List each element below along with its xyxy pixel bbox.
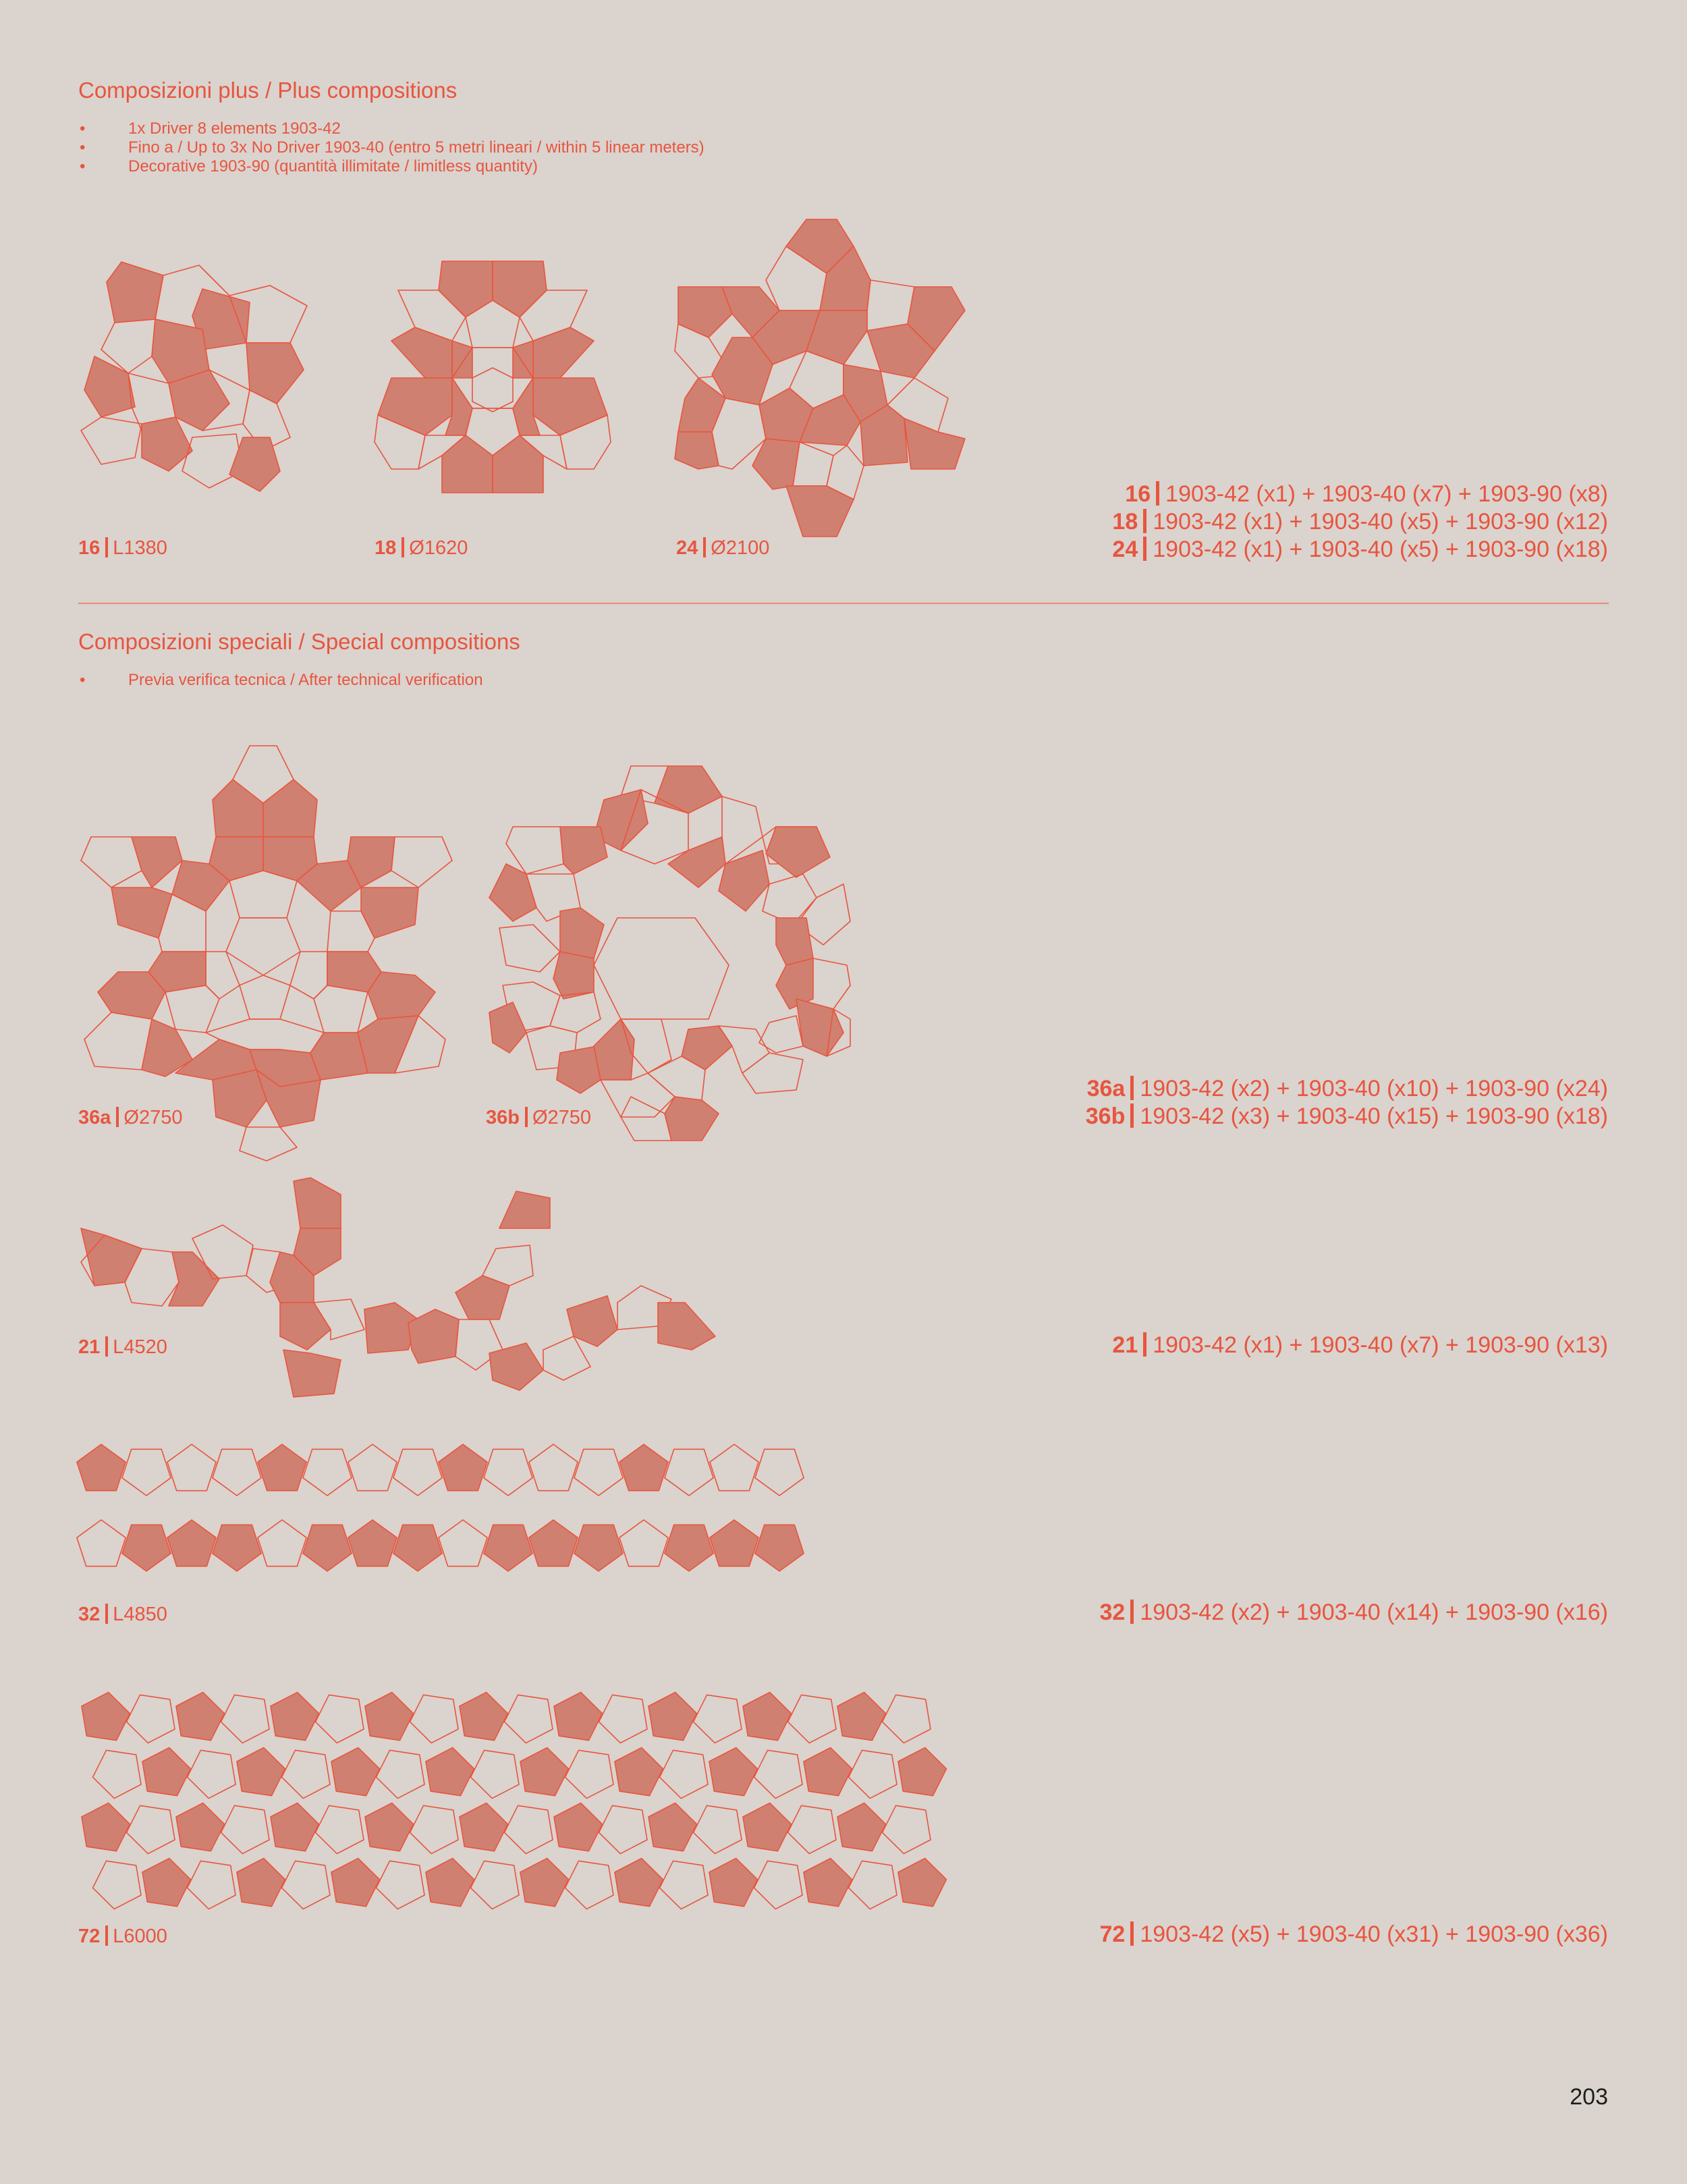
- formula-row: [1086, 1075, 1608, 1103]
- tile-filled: [709, 1747, 758, 1795]
- tile-outline: [619, 1520, 668, 1566]
- tile-filled: [554, 1803, 603, 1851]
- special-bullet-list: [78, 671, 483, 690]
- tile-filled: [426, 1747, 474, 1795]
- tile-outline: [122, 1449, 171, 1496]
- composition-21-diagram: [78, 1174, 725, 1397]
- tile-filled: [439, 1444, 487, 1491]
- formula-text: 1903-42 (x1) + 1903-40 (x7) + 1903-90 (x13): [1153, 1332, 1608, 1358]
- tile-outline: [127, 1695, 175, 1743]
- tile-filled: [648, 1692, 697, 1740]
- tile-filled: [331, 1747, 380, 1795]
- tile-outline: [127, 1805, 175, 1853]
- caption-size: Ø2100: [711, 537, 770, 559]
- tile-filled: [837, 1692, 886, 1740]
- formula-code: 32: [1099, 1600, 1126, 1625]
- composition-36b-caption: [486, 1107, 591, 1129]
- tile-filled: [804, 1858, 852, 1906]
- tile-filled: [348, 1520, 397, 1566]
- formula-text: 1903-42 (x3) + 1903-40 (x15) + 1903-90 (x18): [1140, 1103, 1608, 1129]
- tile-outline: [471, 1750, 520, 1798]
- tile-outline: [755, 1449, 804, 1496]
- tile-outline: [410, 1805, 459, 1853]
- tile-outline: [883, 1695, 931, 1743]
- plus-formula-list: [1112, 481, 1608, 564]
- tile-outline: [529, 1444, 578, 1491]
- tile-filled: [365, 1803, 414, 1851]
- composition-24-caption: [676, 537, 769, 559]
- formula-code: 21: [1112, 1332, 1138, 1358]
- tile-filled: [122, 1525, 171, 1571]
- formula-row: [1112, 508, 1608, 536]
- plus-bullet-list: [78, 119, 704, 176]
- special-72-formula: [1100, 1921, 1608, 1948]
- tile-outline: [282, 1861, 331, 1909]
- tile-outline: [788, 1695, 837, 1743]
- composition-24-diagram: [671, 216, 968, 540]
- separator: [1130, 1600, 1134, 1624]
- tile-outline: [849, 1750, 897, 1798]
- tile-filled: [393, 1525, 442, 1571]
- formula-code: 18: [1112, 509, 1138, 535]
- tile-outline: [484, 1449, 532, 1496]
- composition-36a-diagram: [78, 742, 455, 1161]
- separator: [703, 537, 706, 557]
- tile-filled: [167, 1520, 216, 1566]
- tile-filled: [142, 1858, 191, 1906]
- tile-filled: [484, 1525, 532, 1571]
- tile-filled: [837, 1803, 886, 1851]
- tile-filled: [426, 1858, 474, 1906]
- tile-filled: [213, 1525, 261, 1571]
- tile-filled: [804, 1747, 852, 1795]
- caption-code: 36b: [486, 1107, 520, 1128]
- caption-code: 36a: [78, 1107, 111, 1128]
- plus-bullet: • Fino a / Up to 3x No Driver 1903-40 (entro 5 metri lineari / within 5 linear meters): [78, 138, 704, 157]
- tile-outline: [660, 1750, 709, 1798]
- tile-outline: [213, 1449, 261, 1496]
- formula-text: 1903-42 (x1) + 1903-40 (x5) + 1903-90 (x12): [1153, 509, 1608, 535]
- tile-filled: [77, 1444, 126, 1491]
- formula-text: 1903-42 (x1) + 1903-40 (x5) + 1903-90 (x18): [1153, 537, 1608, 562]
- tile-filled: [755, 1525, 804, 1571]
- tile-filled: [615, 1747, 663, 1795]
- formula-text: 1903-42 (x1) + 1903-40 (x7) + 1903-90 (x8): [1165, 481, 1608, 507]
- separator: [1156, 481, 1159, 506]
- tile-outline: [565, 1750, 614, 1798]
- plus-bullet: • Decorative 1903-90 (quantità illimitate / limitless quantity): [78, 157, 704, 176]
- composition-32-caption: [78, 1604, 167, 1626]
- formula-text: 1903-42 (x2) + 1903-40 (x10) + 1903-90 (x24): [1140, 1076, 1608, 1101]
- caption-size: Ø1620: [409, 537, 468, 559]
- tile-outline: [282, 1750, 331, 1798]
- caption-code: 18: [375, 537, 397, 559]
- tile-filled: [619, 1444, 668, 1491]
- formula-row: [1112, 1332, 1608, 1359]
- tile-filled: [743, 1803, 792, 1851]
- caption-code: 24: [676, 537, 698, 559]
- tile-outline: [439, 1520, 487, 1566]
- tile-outline: [694, 1695, 742, 1743]
- tile-outline: [665, 1449, 713, 1496]
- tile-filled: [554, 1692, 603, 1740]
- formula-code: 16: [1125, 481, 1151, 507]
- tile-filled: [615, 1858, 663, 1906]
- tile-outline: [188, 1861, 236, 1909]
- formula-code: 72: [1099, 1921, 1126, 1947]
- tile-filled: [710, 1520, 758, 1566]
- caption-code: 72: [78, 1926, 101, 1947]
- caption-code: 32: [78, 1604, 101, 1625]
- tile-outline: [221, 1695, 270, 1743]
- tile-outline: [599, 1805, 648, 1853]
- caption-size: L6000: [113, 1926, 167, 1947]
- separator: [1130, 1921, 1134, 1946]
- tile-outline: [188, 1750, 236, 1798]
- formula-row: [1100, 1599, 1608, 1627]
- composition-32-diagram: [78, 1444, 806, 1579]
- tile-filled: [520, 1858, 569, 1906]
- tile-filled: [237, 1858, 285, 1906]
- tile-outline: [849, 1861, 897, 1909]
- section-divider: [78, 603, 1609, 604]
- formula-text: 1903-42 (x5) + 1903-40 (x31) + 1903-90 (x36): [1140, 1921, 1608, 1947]
- tile-filled: [529, 1520, 578, 1566]
- tile-filled: [176, 1692, 225, 1740]
- caption-size: Ø2750: [532, 1107, 592, 1128]
- composition-16-caption: [78, 537, 167, 559]
- tile-filled: [82, 1803, 130, 1851]
- tile-outline: [694, 1805, 742, 1853]
- tile-filled: [460, 1803, 508, 1851]
- tile-outline: [93, 1750, 142, 1798]
- tile-filled: [709, 1858, 758, 1906]
- separator: [105, 1336, 108, 1357]
- formula-row: [1100, 1921, 1608, 1948]
- composition-36b-diagram: [486, 763, 850, 1141]
- tile-filled: [237, 1747, 285, 1795]
- separator: [116, 1107, 119, 1127]
- tile-outline: [599, 1695, 648, 1743]
- separator: [1143, 509, 1146, 533]
- tile-filled: [648, 1803, 697, 1851]
- plus-section-title: Composizioni plus / Plus compositions: [78, 78, 458, 103]
- special-section-title: Composizioni speciali / Special compositions: [78, 629, 520, 654]
- tile-outline: [377, 1750, 425, 1798]
- separator: [402, 537, 404, 557]
- tile-outline: [316, 1805, 364, 1853]
- tile-filled: [365, 1692, 414, 1740]
- tile-outline: [754, 1861, 803, 1909]
- tile-outline: [93, 1861, 142, 1909]
- tile-filled: [460, 1692, 508, 1740]
- separator: [105, 1926, 108, 1946]
- caption-code: 16: [78, 537, 101, 559]
- separator: [525, 1107, 528, 1127]
- separator: [1130, 1103, 1134, 1128]
- tile-filled: [898, 1858, 947, 1906]
- tile-outline: [410, 1695, 459, 1743]
- composition-36a-caption: [78, 1107, 182, 1129]
- tile-outline: [754, 1750, 803, 1798]
- tile-filled: [271, 1692, 319, 1740]
- special-bullet: • Previa verifica tecnica / After technical verification: [78, 671, 483, 690]
- composition-18-caption: [375, 537, 468, 559]
- tile-outline: [505, 1695, 553, 1743]
- caption-code: 21: [78, 1336, 101, 1358]
- tile-outline: [883, 1805, 931, 1853]
- separator: [105, 537, 108, 557]
- tile-filled: [271, 1803, 319, 1851]
- formula-row: [1086, 1103, 1608, 1130]
- separator: [1143, 1332, 1146, 1357]
- tile-filled: [303, 1525, 352, 1571]
- tile-filled: [898, 1747, 947, 1795]
- formula-code: 36b: [1085, 1103, 1126, 1129]
- special-32-formula: [1100, 1599, 1608, 1627]
- separator: [1143, 537, 1146, 561]
- composition-72-caption: [78, 1926, 167, 1948]
- special-36-formula-list: [1086, 1075, 1608, 1130]
- tile-outline: [788, 1805, 837, 1853]
- tile-filled: [176, 1803, 225, 1851]
- tile-outline: [660, 1861, 709, 1909]
- tile-filled: [82, 1692, 130, 1740]
- formula-row: [1112, 481, 1608, 508]
- formula-row: [1112, 536, 1608, 564]
- composition-18-diagram: [371, 260, 614, 496]
- composition-72-diagram: [78, 1687, 955, 1917]
- tile-outline: [574, 1449, 623, 1496]
- separator: [1130, 1076, 1134, 1100]
- caption-size: Ø2750: [123, 1107, 183, 1128]
- formula-text: 1903-42 (x2) + 1903-40 (x14) + 1903-90 (x16): [1140, 1600, 1608, 1625]
- composition-16-diagram: [74, 255, 317, 498]
- special-21-formula: [1112, 1332, 1608, 1359]
- tile-filled: [258, 1444, 306, 1491]
- formula-code: 36a: [1086, 1076, 1126, 1101]
- tile-outline: [221, 1805, 270, 1853]
- tile-filled: [142, 1747, 191, 1795]
- caption-size: L4520: [113, 1336, 167, 1358]
- tile-filled: [331, 1858, 380, 1906]
- tile-filled: [665, 1525, 713, 1571]
- tile-outline: [77, 1520, 126, 1566]
- tile-outline: [393, 1449, 442, 1496]
- tile-outline: [348, 1444, 397, 1491]
- tile-outline: [167, 1444, 216, 1491]
- caption-size: L4850: [113, 1604, 167, 1625]
- tile-outline: [377, 1861, 425, 1909]
- page-number: 203: [1570, 2084, 1608, 2110]
- formula-code: 24: [1112, 537, 1138, 562]
- plus-bullet: • 1x Driver 8 elements 1903-42: [78, 119, 704, 138]
- tile-outline: [471, 1861, 520, 1909]
- separator: [105, 1604, 108, 1624]
- tile-outline: [303, 1449, 352, 1496]
- composition-21-caption: [78, 1336, 167, 1359]
- tile-filled: [743, 1692, 792, 1740]
- caption-size: L1380: [113, 537, 167, 559]
- tile-outline: [316, 1695, 364, 1743]
- tile-outline: [258, 1520, 306, 1566]
- tile-outline: [565, 1861, 614, 1909]
- tile-filled: [574, 1525, 623, 1571]
- tile-outline: [710, 1444, 758, 1491]
- tile-filled: [520, 1747, 569, 1795]
- tile-outline: [505, 1805, 553, 1853]
